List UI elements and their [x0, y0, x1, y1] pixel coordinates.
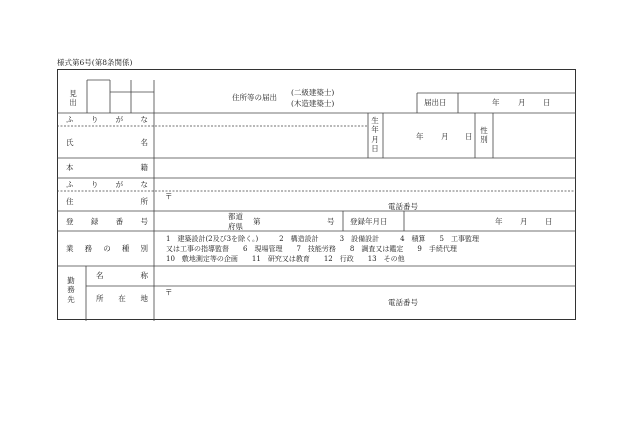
- address-phone-label: 電話番号: [388, 202, 418, 211]
- reg-year-label: 年: [495, 217, 503, 226]
- workplace-label: 勤務先: [67, 276, 75, 304]
- birth-date-label: 生年月日: [371, 116, 379, 154]
- reg-number-label: 登 録 番 号: [66, 217, 148, 226]
- title-option-nikyu: (二級建築士): [291, 88, 335, 97]
- filing-month-label: 月: [518, 98, 526, 107]
- workplace-name-label: 名 称: [96, 271, 148, 280]
- reg-day-label: 日: [545, 217, 553, 226]
- honseki-label: 本 籍: [66, 163, 148, 172]
- reg-date-label: 登録年月日: [350, 217, 388, 226]
- address-label: 住 所: [66, 197, 148, 206]
- birth-year-label: 年: [416, 132, 424, 141]
- postal-mark: 〒: [165, 192, 173, 201]
- business-options-line3: 10 敷地測定等の企画 11 研究又は教育 12 行政 13 その他: [166, 255, 405, 263]
- name-label: 氏 名: [66, 138, 148, 147]
- gender-label: 性別: [480, 126, 488, 145]
- birth-day-label: 日: [465, 132, 473, 141]
- form-number-label: 様式第6号(第8条関係): [57, 58, 133, 67]
- furigana-label: ふ り が な: [66, 115, 148, 124]
- filing-date-label: 届出日: [424, 98, 447, 107]
- title-option-mokuzo: (木造建築士): [291, 99, 335, 108]
- prefecture-bottom-label: 府県: [228, 222, 243, 231]
- business-type-label: 業 務 の 種 別: [66, 244, 148, 253]
- workplace-postal-mark: 〒: [165, 288, 173, 297]
- workplace-phone-label: 電話番号: [388, 298, 418, 307]
- business-options-line1: 1 建築設計(2及び3を除く。) 2 構造設計 3 設備設計 4 積算 5 工事監理: [166, 235, 479, 243]
- address-furigana-label: ふ り が な: [66, 180, 148, 189]
- filing-day-label: 日: [543, 98, 551, 107]
- dai-label: 第: [253, 217, 261, 226]
- mihon-label: 見出: [69, 89, 77, 108]
- workplace-address-label: 所 在 地: [96, 294, 148, 303]
- reg-month-label: 月: [520, 217, 528, 226]
- birth-month-label: 月: [441, 132, 449, 141]
- business-options-line2: 又は工事の指導監督 6 現場管理 7 技能労務 8 調査又は鑑定 9 手続代理: [166, 245, 457, 253]
- filing-year-label: 年: [492, 98, 500, 107]
- form-title: 住所等の届出: [232, 93, 277, 102]
- gou-label: 号: [327, 217, 335, 226]
- prefecture-top-label: 都道: [228, 212, 243, 221]
